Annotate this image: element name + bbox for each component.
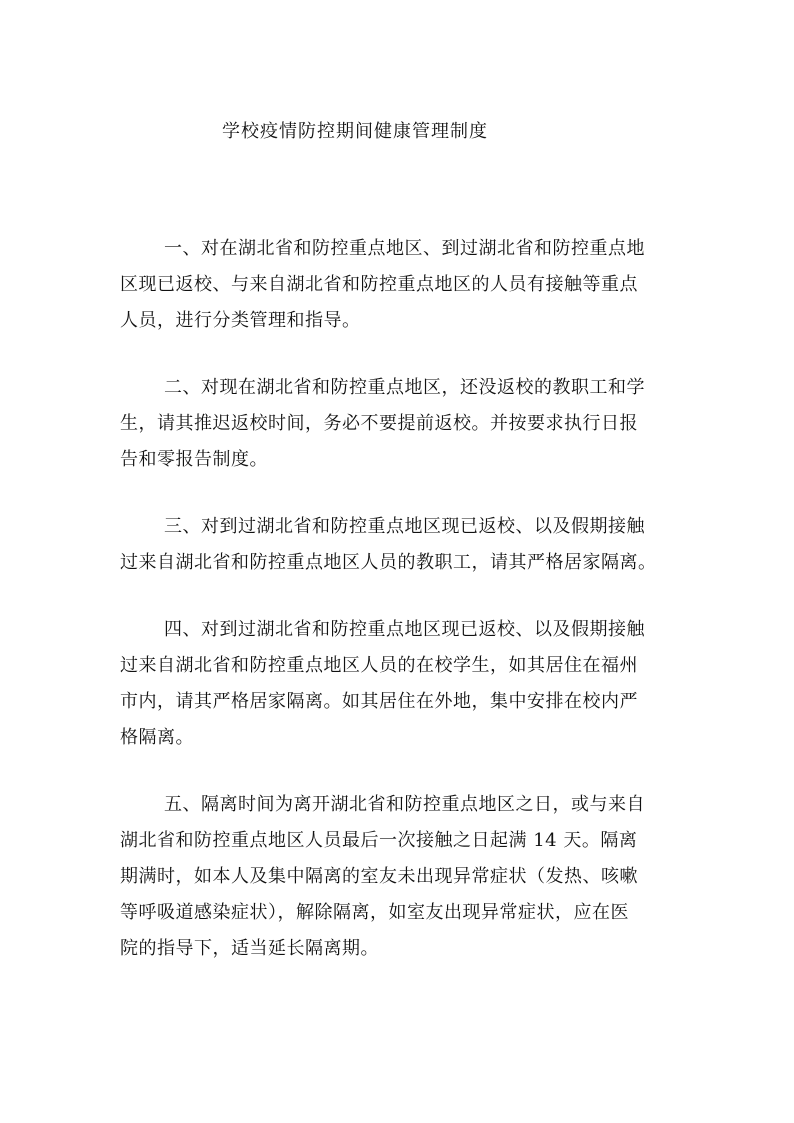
paragraph-line: 五、隔离时间为离开湖北省和防控重点地区之日，或与来自 <box>164 794 645 815</box>
paragraph-line: 区现已返校、与来自湖北省和防控重点地区的人员有接触等重点 <box>120 274 638 295</box>
paragraph-5 <box>120 787 680 967</box>
paragraph-1 <box>120 231 680 339</box>
paragraph-line: 院的指导下，适当延长隔离期。 <box>120 938 379 959</box>
paragraph-line: 一、对在湖北省和防控重点地区、到过湖北省和防控重点地 <box>164 238 645 259</box>
paragraph-line: 等呼吸道感染症状），解除隔离，如室友出现异常症状，应在医 <box>120 902 629 923</box>
paragraph-line: 过来自湖北省和防控重点地区人员的在校学生，如其居住在福州 <box>120 655 638 676</box>
paragraph-line: 市内，请其严格居家隔离。如其居住在外地，集中安排在校内严 <box>120 691 638 712</box>
paragraph-line: 生，请其推迟返校时间，务必不要提前返校。并按要求执行日报 <box>120 413 638 434</box>
paragraph-line: 二、对现在湖北省和防控重点地区，还没返校的教职工和学 <box>164 377 645 398</box>
paragraph-line: 期满时，如本人及集中隔离的室友未出现异常症状（发热、咳嗽 <box>120 866 638 887</box>
paragraph-line: 格隔离。 <box>120 727 194 748</box>
paragraph-line: 人员，进行分类管理和指导。 <box>120 310 361 331</box>
paragraph-line: 湖北省和防控重点地区人员最后一次接触之日起满 14 天。隔离 <box>120 830 638 851</box>
paragraph-line: 三、对到过湖北省和防控重点地区现已返校、以及假期接触 <box>164 516 645 537</box>
paragraph-3 <box>120 509 680 581</box>
paragraph-4 <box>120 612 680 756</box>
paragraph-line: 四、对到过湖北省和防控重点地区现已返校、以及假期接触 <box>164 619 645 640</box>
document-body <box>120 231 680 998</box>
paragraph-line: 告和零报告制度。 <box>120 449 268 470</box>
paragraph-2 <box>120 370 680 478</box>
paragraph-line: 过来自湖北省和防控重点地区人员的教职工，请其严格居家隔离。 <box>120 552 657 573</box>
document-title: 学校疫情防控期间健康管理制度 <box>222 121 488 142</box>
